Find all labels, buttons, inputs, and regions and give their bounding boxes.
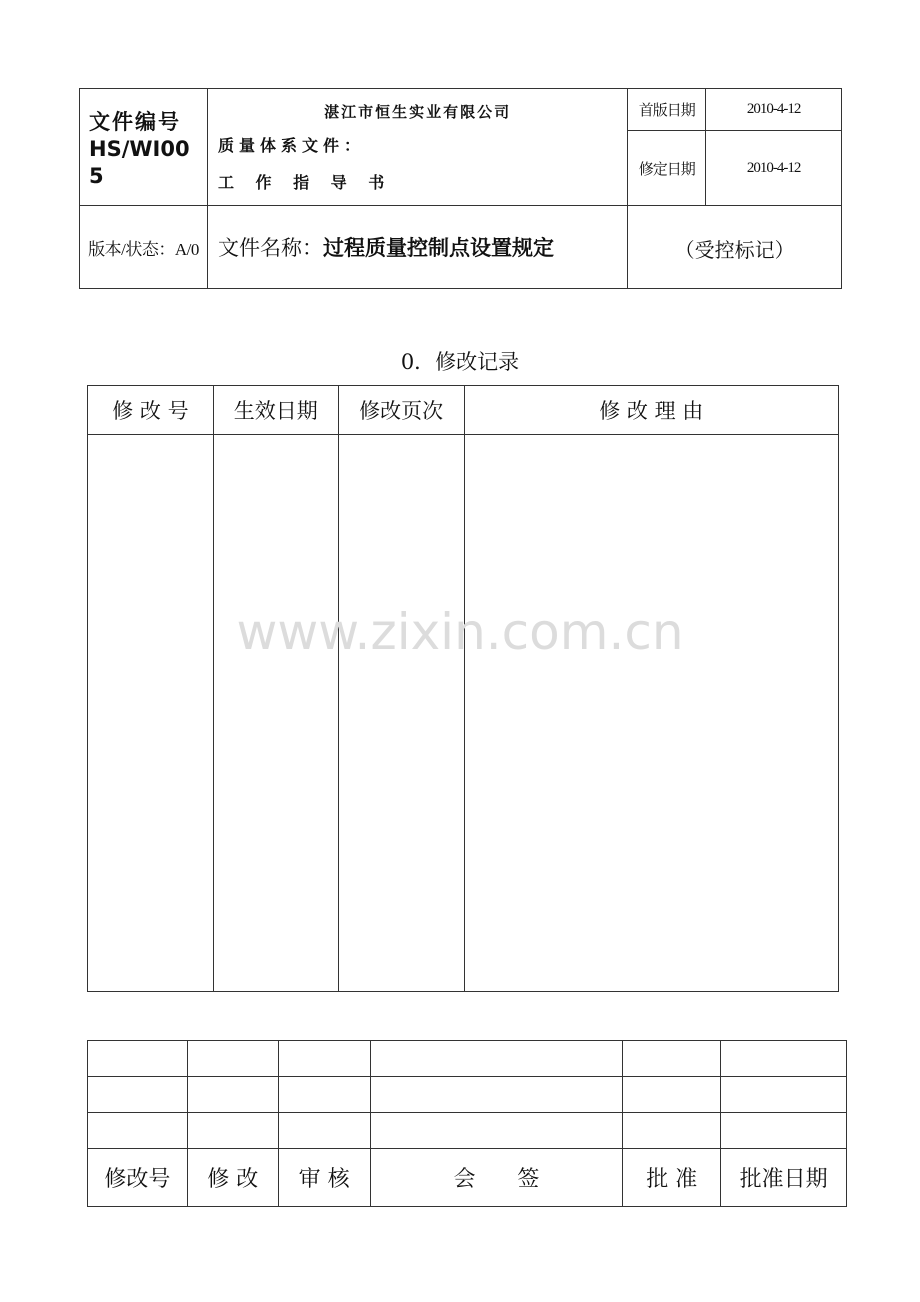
sig-header-countersign: 会 签 [370, 1149, 623, 1207]
header-effective-date: 生效日期 [213, 386, 338, 435]
header-revision-reason: 修 改 理 由 [464, 386, 839, 435]
document-header-table [79, 88, 842, 289]
signature-table [87, 1040, 847, 1207]
file-name-value: 过程质量控制点设置规定 [322, 236, 554, 260]
sig-header-revision-no: 修改号 [88, 1149, 188, 1207]
table-cell [187, 1113, 278, 1149]
table-cell [88, 1113, 188, 1149]
work-instruction-label: 工 作 指 导 书 [217, 173, 393, 192]
sig-header-approved-by: 批 准 [623, 1149, 721, 1207]
table-cell [88, 1041, 188, 1077]
revision-date-value: 2010-4-12 [706, 131, 842, 206]
table-cell [278, 1041, 370, 1077]
table-cell [187, 1041, 278, 1077]
sig-header-approval-date: 批准日期 [721, 1149, 847, 1207]
first-edition-date-value: 2010-4-12 [706, 89, 842, 131]
table-row [88, 435, 839, 992]
header-revised-pages: 修改页次 [338, 386, 464, 435]
table-cell [370, 1041, 623, 1077]
quality-system-label: 质量体系文件： [217, 136, 365, 155]
file-name-label: 文件名称： [217, 236, 323, 260]
company-name: 湛江市恒生实业有限公司 [324, 103, 512, 121]
table-cell [88, 1077, 188, 1113]
header-revision-no: 修 改 号 [88, 386, 214, 435]
table-cell [278, 1077, 370, 1113]
company-cell [207, 89, 627, 206]
sig-header-reviewed-by: 审 核 [278, 1149, 370, 1207]
document-number-value-cont: 5 [89, 163, 104, 188]
revised-pages-cell [338, 435, 464, 992]
table-cell [721, 1113, 847, 1149]
revision-reason-cell [464, 435, 839, 992]
revision-no-cell [88, 435, 214, 992]
sig-header-revised-by: 修 改 [187, 1149, 278, 1207]
table-cell [623, 1041, 721, 1077]
revision-record-table [87, 385, 839, 992]
first-edition-date-label: 首版日期 [628, 89, 706, 131]
table-row [88, 1077, 847, 1113]
controlled-mark: （受控标记） [628, 206, 842, 289]
version-status: 版本/状态：A/0 [80, 206, 208, 289]
table-cell [370, 1113, 623, 1149]
document-number-value: HS/WI00 [89, 136, 190, 161]
section-title: 0．修改记录 [400, 350, 520, 374]
document-number-cell [80, 89, 208, 206]
table-row [88, 1041, 847, 1077]
table-row [88, 1113, 847, 1149]
watermark: www.zixin.com.cn [236, 603, 684, 661]
file-name-cell [207, 206, 627, 289]
table-cell [278, 1113, 370, 1149]
revision-date-label: 修定日期 [628, 131, 706, 206]
table-cell [187, 1077, 278, 1113]
table-cell [721, 1041, 847, 1077]
table-cell [623, 1077, 721, 1113]
table-cell [370, 1077, 623, 1113]
document-number-label: 文件编号 [89, 109, 181, 134]
table-cell [721, 1077, 847, 1113]
table-cell [623, 1113, 721, 1149]
effective-date-cell [213, 435, 338, 992]
